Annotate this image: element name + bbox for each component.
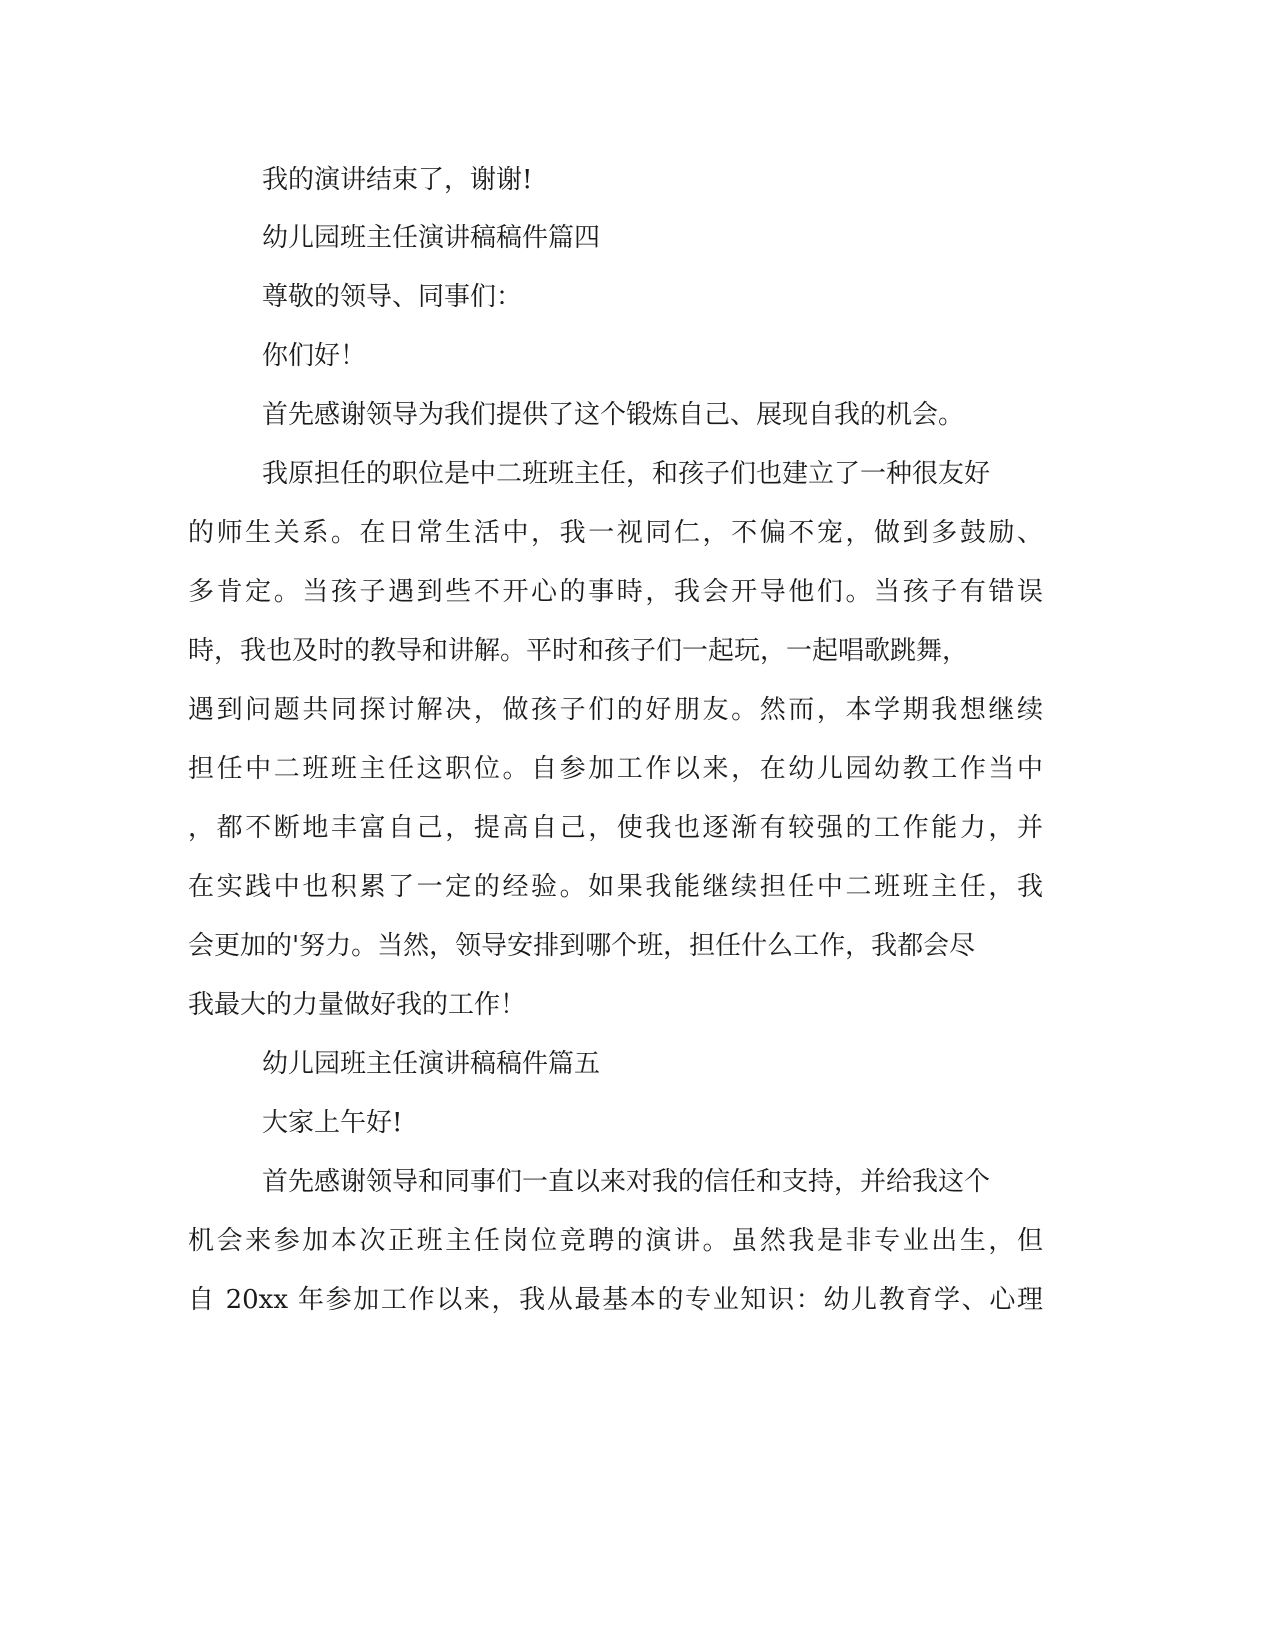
paragraph-line: 遇到问题共同探讨解决，做孩子们的好朋友。然而，本学期我想继续 [188,695,1043,725]
paragraph-line: 多肯定。当孩子遇到些不开心的事時，我会开导他们。当孩子有错误 [188,577,1043,607]
greeting: 你们好！ [262,341,367,371]
section-heading-5: 幼儿园班主任演讲稿稿件篇五 [262,1049,601,1079]
paragraph-line: 我最大的力量做好我的工作！ [188,990,527,1020]
paragraph-line: 担任中二班班主任这职位。自参加工作以来，在幼儿园幼教工作当中 [188,754,1043,784]
paragraph-line: 在实践中也积累了一定的经验。如果我能继续担任中二班班主任，我 [188,872,1043,902]
greeting: 大家上午好! [262,1108,403,1138]
paragraph-line: 首先感谢领导为我们提供了这个锻炼自己、展现自我的机会。 [262,400,965,430]
paragraph-line: 会更加的'努力。当然，领导安排到哪个班，担任什么工作，我都会尽 [188,931,976,961]
paragraph-line: ，都不断地丰富自己，提高自己，使我也逐渐有较强的工作能力，并 [188,813,1043,843]
paragraph-line: 的师生关系。在日常生活中，我一视同仁，不偏不宠，做到多鼓励、 [188,518,1043,548]
paragraph-line: 自 20xx 年参加工作以来，我从最基本的专业知识：幼儿教育学、心理 [188,1285,1043,1315]
salutation: 尊敬的领导、同事们： [262,282,523,312]
paragraph-line: 机会来参加本次正班主任岗位竞聘的演讲。虽然我是非专业出生，但 [188,1226,1043,1256]
closing-line: 我的演讲结束了，谢谢! [262,165,533,195]
section-heading-4: 幼儿园班主任演讲稿稿件篇四 [262,223,601,253]
paragraph-line: 時，我也及时的教导和讲解。平时和孩子们一起玩，一起唱歌跳舞， [188,636,969,666]
paragraph-line: 首先感谢领导和同事们一直以来对我的信任和支持，并给我这个 [262,1167,991,1197]
paragraph-line: 我原担任的职位是中二班班主任，和孩子们也建立了一种很友好 [262,459,991,489]
